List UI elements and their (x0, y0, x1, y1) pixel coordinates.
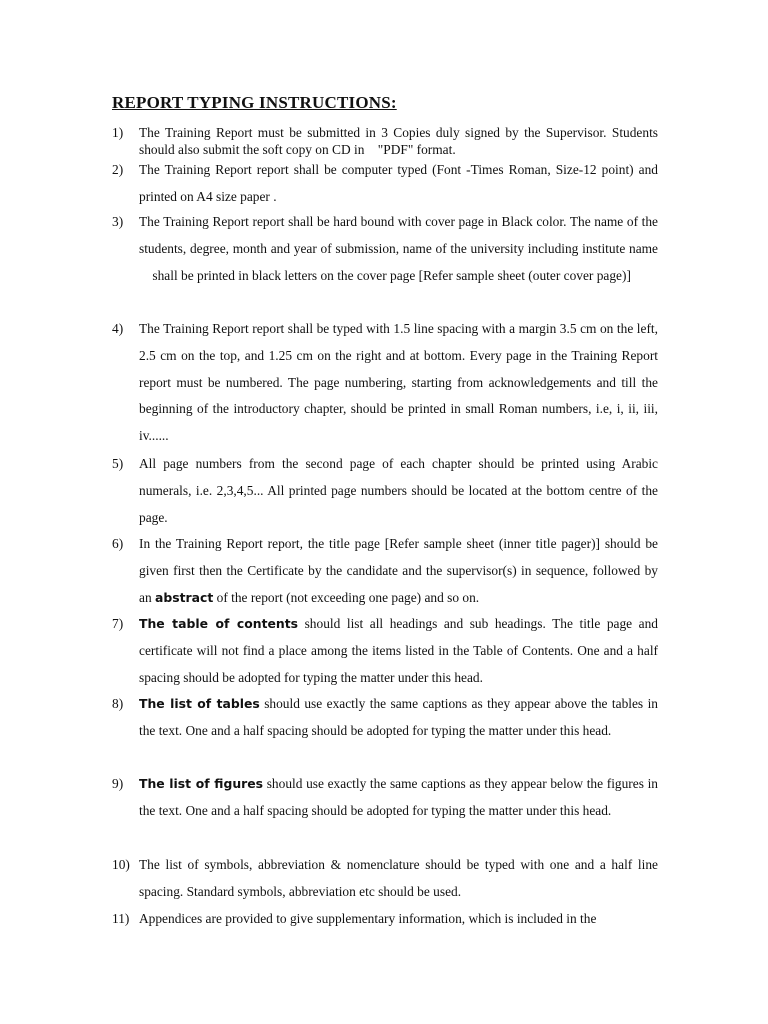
item-text (139, 611, 658, 691)
item-text-after: of the report (not exceeding one page) and so on. (213, 589, 480, 605)
instruction-item-7 (112, 611, 658, 691)
instruction-item-8 (112, 691, 658, 745)
instruction-item-2 (112, 157, 658, 211)
instruction-item-9 (112, 771, 658, 825)
item-bold-term: abstract (155, 589, 214, 605)
item-number: 5) (112, 456, 124, 471)
item-text (139, 691, 658, 745)
item-bold-term: The list of figures (139, 776, 264, 791)
item-text-after: should use exactly the same captions as they appear below the figures in the text. One and a half spacing should be adopted for typing the matter under this head. (139, 776, 658, 818)
instruction-item-3 (112, 209, 658, 289)
item-number: 9) (112, 776, 124, 791)
instruction-item-6 (112, 531, 658, 611)
item-number: 4) (112, 321, 124, 336)
item-bold-term: The table of contents (139, 616, 299, 631)
item-text: The list of symbols, abbreviation & nomenclature should be typed with one and a half line spacing. Standard symbols, abbreviation etc should be used. (139, 857, 658, 899)
item-number: 2) (112, 162, 124, 177)
item-number: 11) (112, 911, 130, 926)
item-text: The Training Report report shall be typed with 1.5 line spacing with a margin 3.5 cm on the left, 2.5 cm on the top, and 1.25 cm on the right and at bottom. Every page in the Training Report report must be numbered. The page numbering, starting from acknowledgements and till the beginning of the introductory chapter, should be printed in small Roman numbers, i.e, i, ii, iii, iv...... (139, 321, 658, 444)
item-text-before: In the Training Report report, the title page [Refer sample sheet (inner title pager)] should be given first then the Certificate by the candidate and the supervisor(s) in sequence, followed by an (139, 536, 658, 605)
instruction-item-4 (112, 316, 658, 450)
item-number: 8) (112, 696, 124, 711)
instruction-item-10 (112, 852, 658, 906)
instruction-item-1 (112, 125, 658, 158)
item-bold-term: The list of tables (139, 696, 260, 711)
item-number: 7) (112, 616, 124, 631)
item-text-after: should list all headings and sub headings. The title page and certificate will not find a place among the items listed in the Table of Contents. One and a half spacing should be adopted for typing the matter under this head. (139, 616, 658, 685)
item-text: All page numbers from the second page of each chapter should be printed using Arabic numerals, i.e. 2,3,4,5... All printed page numbers should be located at the bottom centre of the page. (139, 456, 658, 525)
item-text: The Training Report must be submitted in 3 Copies duly signed by the Supervisor. Students should also submit the soft copy on CD in "PDF" format. (139, 125, 658, 157)
item-text-after: should use exactly the same captions as they appear above the tables in the text. One and a half spacing should be adopted for typing the matter under this head. (139, 696, 658, 738)
item-text: Appendices are provided to give supplementary information, which is included in the (139, 911, 597, 926)
item-number: 3) (112, 214, 124, 229)
instruction-item-5 (112, 451, 658, 531)
item-text: The Training Report report shall be hard bound with cover page in Black color. The name of the students, degree, month and year of submission, name of the university including institute name shall be printed in black letters on the cover page [Refer sample sheet (outer cover page)] (139, 214, 658, 283)
instruction-item-11 (112, 906, 658, 933)
item-text (139, 531, 658, 611)
item-number: 6) (112, 536, 124, 551)
page-title: REPORT TYPING INSTRUCTIONS: (112, 93, 397, 112)
item-text: The Training Report report shall be computer typed (Font -Times Roman, Size-12 point) and printed on A4 size paper . (139, 162, 658, 204)
item-number: 10) (112, 857, 130, 872)
item-text (139, 771, 658, 825)
item-number: 1) (112, 125, 124, 140)
